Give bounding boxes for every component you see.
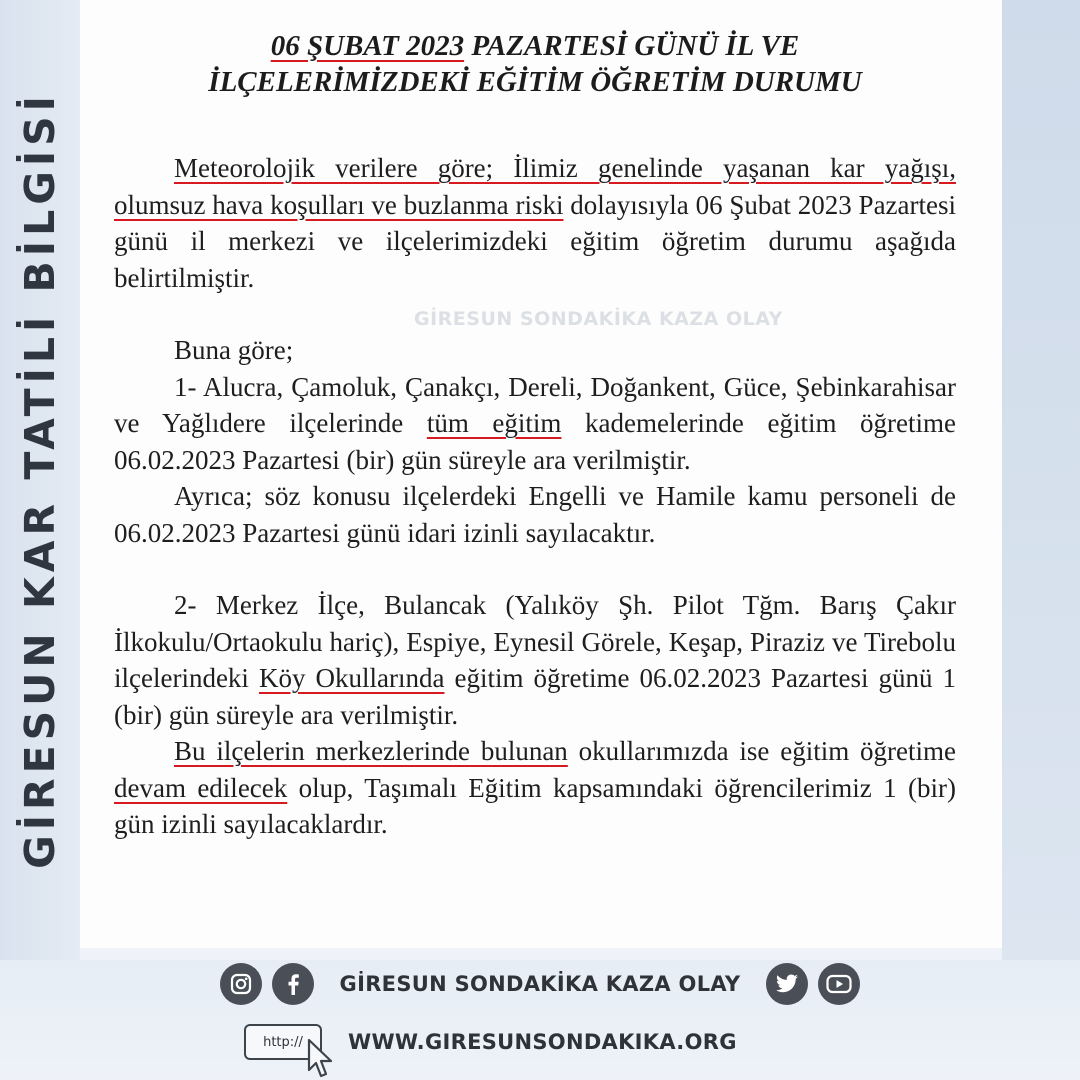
item2-pre: 2- Merkez İlçe, Bulancak (Yalıköy Şh. Pilot Tğm. Barış Çakır İlkokulu/Ortaokulu hariç), Espiye, Eynesil Görele, Keşap, Piraziz ve Tirebolu ilçelerindeki <box>114 590 956 693</box>
final-underlined-1: Bu ilçelerin merkezlerinde bulunan <box>174 736 568 766</box>
title-line1-rest: PAZARTESİ GÜNÜ İL VE <box>464 30 800 62</box>
document-page <box>80 0 1002 948</box>
item-1-paragraph <box>114 369 956 479</box>
item1-pre: 1- Alucra, Çamoluk, Çanakçı, Dereli, Doğankent, Güce, Şebinkarahisar ve Yağlıdere ilçelerinde <box>114 371 956 438</box>
ayrica-paragraph: Ayrıca; söz konusu ilçelerdeki Engelli ve Hamile kamu personeli de 06.02.2023 Pazartesi günü idari izinli sayılacaktır. <box>114 481 956 548</box>
facebook-icon[interactable] <box>272 963 314 1005</box>
title-line2: İLÇELERİMİZDEKİ EĞİTİM ÖĞRETİM DURUMU <box>208 66 862 98</box>
youtube-icon[interactable] <box>818 963 860 1005</box>
item2-underlined: Köy Okullarında <box>258 663 445 693</box>
footer-url-row <box>244 1018 737 1066</box>
buna-gore: Buna göre; <box>174 335 294 365</box>
website-link[interactable]: WWW.GIRESUNSONDAKIKA.ORG <box>348 1030 737 1054</box>
footer-social-row <box>0 962 1080 1006</box>
document-title <box>114 28 956 100</box>
final-paragraph <box>114 733 956 843</box>
final-post: olup, Taşımalı Eğitim kapsamındaki öğrencilerimiz 1 (bir) gün izinli sayılacaklardır. <box>114 772 956 839</box>
final-underlined-2: devam edilecek <box>114 772 288 803</box>
item1-post: kademelerinde eğitim öğretime 06.02.2023 Pazartesi (bir) gün süreyle ara verilmiştir. <box>114 408 956 475</box>
twitter-icon[interactable] <box>766 963 808 1005</box>
title-date: 06 ŞUBAT 2023 <box>270 30 465 62</box>
side-banner-title: GİRESUN KAR TATİLİ BİLGİSİ <box>16 91 64 869</box>
http-label: http:// <box>263 1034 303 1050</box>
final-mid: okullarımızda ise eğitim öğretime <box>567 736 956 766</box>
left-band <box>0 0 80 960</box>
item2-post: eğitim öğretime 06.02.2023 Pazartesi günü 1 (bir) gün süreyle ara verilmiştir. <box>114 663 956 730</box>
intro-underlined: Meteorolojik verilere göre; İlimiz genelinde yaşanan kar yağışı, olumsuz hava koşulları ve buzlanma riski <box>114 153 956 220</box>
instagram-icon[interactable] <box>220 963 262 1005</box>
http-badge <box>244 1024 322 1060</box>
document-body <box>114 28 956 843</box>
cursor-icon <box>306 1038 336 1080</box>
intro-paragraph <box>114 150 956 296</box>
intro-rest: dolayısıyla 06 Şubat 2023 Pazartesi günü il merkezi ve ilçelerimizdeki eğitim öğretim durumu aşağıda belirtilmiştir. <box>114 189 957 293</box>
watermark: GİRESUN SONDAKİKA KAZA OLAY <box>414 308 783 330</box>
right-band <box>1002 0 1080 960</box>
footer-brand: GİRESUN SONDAKİKA KAZA OLAY <box>339 972 741 996</box>
item1-underlined: tüm eğitim <box>426 408 562 438</box>
item-2-paragraph <box>114 587 956 733</box>
